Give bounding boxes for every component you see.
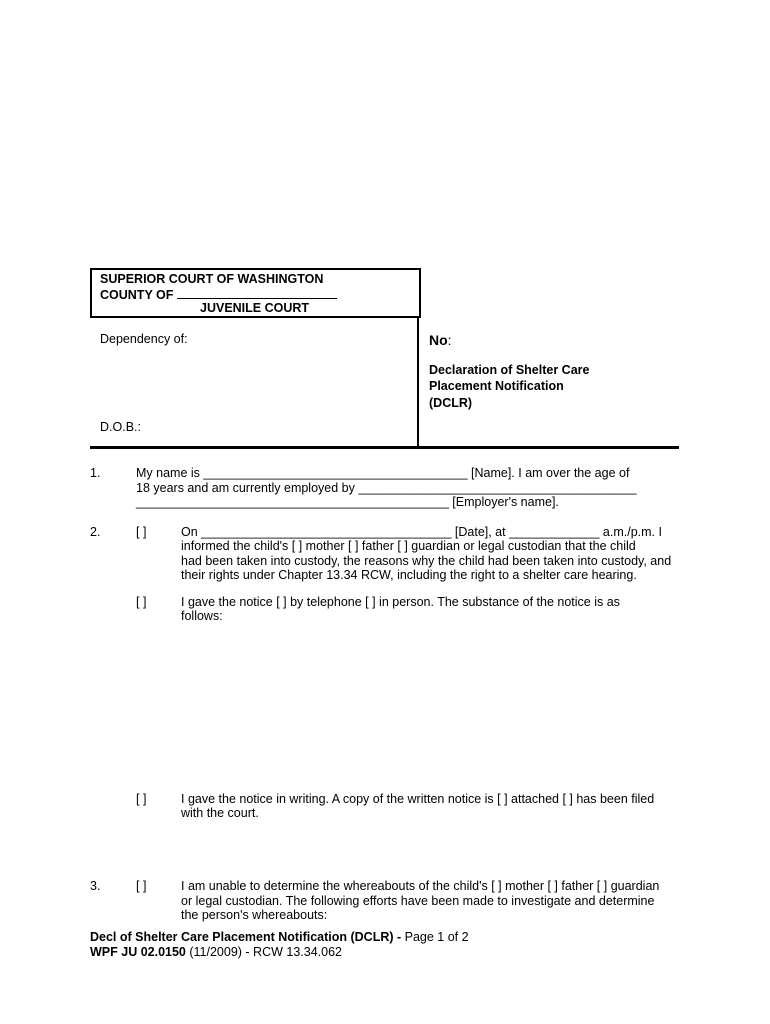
- court-header-box: [90, 268, 421, 318]
- notice-method-checkbox[interactable]: [ ]: [136, 595, 147, 609]
- juvenile-court-label: JUVENILE COURT: [200, 301, 310, 315]
- county-label: COUNTY OF: [100, 288, 174, 302]
- para2-line1: On ____________________________________ [Date], at _____________ a.m./p.m. I: [181, 525, 662, 539]
- county-line: [100, 287, 337, 302]
- case-number: [429, 332, 452, 348]
- para3-line1: I am unable to determine the whereabouts of the child's [ ] mother [ ] father [ ] guardian: [181, 879, 660, 893]
- para2-line4: their rights under Chapter 13.34 RCW, including the right to a shelter care hearing.: [181, 568, 637, 582]
- caption-bottom-rule: [90, 446, 679, 449]
- para1-line1: My name is ______________________________________ [Name]. I am over the age of: [136, 466, 630, 480]
- para2-line2: informed the child's [ ] mother [ ] father [ ] guardian or legal custodian that the child: [181, 539, 636, 553]
- para1-line3: _____________________________________________ [Employer's name].: [136, 495, 559, 509]
- written-notice-line1: I gave the notice in writing. A copy of the written notice is [ ] attached [ ] has been filed: [181, 792, 655, 806]
- county-blank[interactable]: [177, 287, 337, 299]
- footer-page: Page 1 of 2: [404, 930, 469, 944]
- para3-line3: the person's whereabouts:: [181, 908, 328, 922]
- footer-line1: [90, 930, 469, 944]
- dob-label: D.O.B.:: [100, 420, 141, 434]
- notice-method-line2: follows:: [181, 609, 223, 623]
- para3-checkbox[interactable]: [ ]: [136, 879, 147, 893]
- doc-title-line2: Placement Notification: [429, 379, 564, 393]
- doc-title-line1: Declaration of Shelter Care: [429, 363, 590, 377]
- written-notice-line2: with the court.: [181, 806, 259, 820]
- case-number-colon: :: [447, 332, 452, 348]
- para3-number: 3.: [90, 879, 101, 893]
- para2-number: 2.: [90, 525, 101, 539]
- para2-checkbox[interactable]: [ ]: [136, 525, 147, 539]
- footer-line2: [90, 945, 342, 959]
- dependency-label: Dependency of:: [100, 332, 188, 346]
- left-border: [90, 268, 92, 316]
- para2-line3: had been taken into custody, the reasons why the child had been taken into custody, and: [181, 554, 672, 568]
- footer-title: Decl of Shelter Care Placement Notification (DCLR) -: [90, 930, 405, 944]
- para1-line2: 18 years and am currently employed by ________________________________________: [136, 481, 637, 495]
- notice-method-line1: I gave the notice [ ] by telephone [ ] in person. The substance of the notice is as: [181, 595, 620, 609]
- doc-title-line3: (DCLR): [429, 396, 473, 410]
- para1-number: 1.: [90, 466, 101, 480]
- footer-form-date: (11/2009) - RCW 13.34.062: [185, 945, 342, 959]
- case-number-label: No: [429, 332, 448, 348]
- footer-form-number: WPF JU 02.0150: [90, 945, 186, 959]
- para3-line2: or legal custodian. The following efforts have been made to investigate and determine: [181, 894, 655, 908]
- court-name: SUPERIOR COURT OF WASHINGTON: [100, 272, 324, 286]
- caption-divider: [417, 316, 419, 448]
- written-notice-checkbox[interactable]: [ ]: [136, 792, 147, 806]
